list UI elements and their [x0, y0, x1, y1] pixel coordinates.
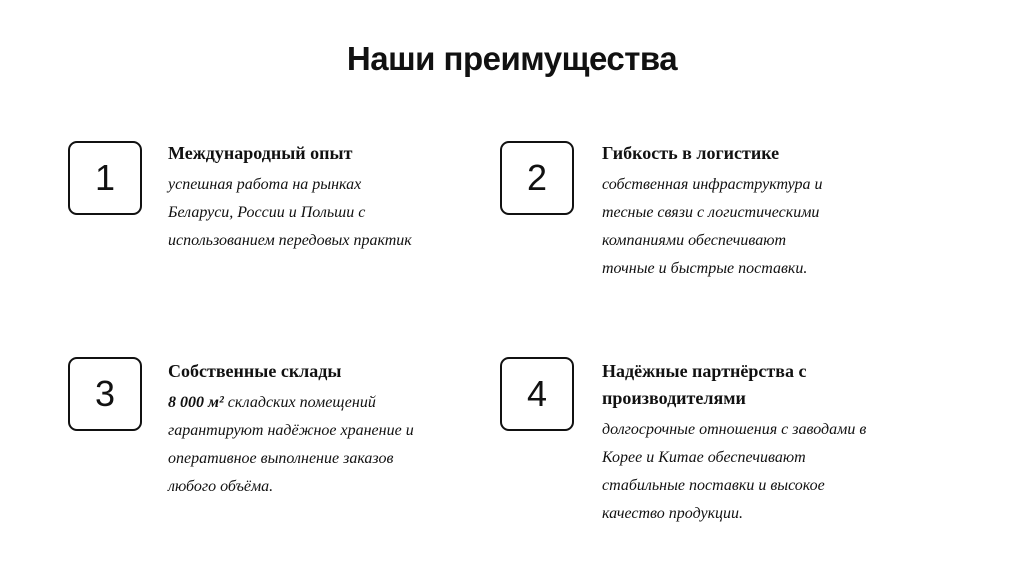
item-4-desc-line: стабильные поставки и высокое — [602, 477, 825, 494]
item-1-title: Международный опыт — [168, 143, 353, 163]
item-3-desc-line: оперативное выполнение заказов — [168, 450, 394, 467]
item-1-desc-line: использованием передовых практик — [168, 232, 412, 249]
number-box-4 — [500, 357, 574, 431]
item-4-description — [602, 416, 942, 528]
number-3: 3 — [94, 373, 116, 414]
item-2-desc-line: собственная инфраструктура и — [602, 176, 823, 193]
number-1: 1 — [94, 157, 116, 198]
number-box-1 — [68, 141, 142, 215]
item-3-desc-line: любого объёма. — [168, 478, 274, 495]
item-1-desc-line: Беларуси, России и Польши с — [168, 204, 366, 221]
advantage-item-3 — [168, 358, 468, 501]
item-2-description — [602, 171, 902, 283]
item-4-title-line: Надёжные партнёрства с — [602, 361, 807, 381]
number-4: 4 — [526, 373, 548, 414]
number-box-3 — [68, 357, 142, 431]
item-3-desc-line: гарантируют надёжное хранение и — [168, 422, 414, 439]
item-3-desc-line: складских помещений — [223, 394, 376, 411]
slide-title: Наши преимущества — [346, 40, 678, 77]
item-1-description — [168, 171, 468, 255]
item-4-desc-line: долгосрочные отношения с заводами в — [602, 421, 867, 438]
item-4-title — [602, 358, 942, 412]
item-4-desc-line: Корее и Китае обеспечивают — [602, 449, 806, 466]
item-3-desc-lead: 8 000 м² — [168, 394, 224, 411]
item-2-desc-line: тесные связи с логистическими — [602, 204, 820, 221]
item-4-desc-line: качество продукции. — [602, 505, 744, 522]
advantage-item-2 — [602, 140, 902, 283]
item-4-title-line: производителями — [602, 388, 746, 408]
item-2-desc-line: точные и быстрые поставки. — [602, 260, 808, 277]
item-2-desc-line: компаниями обеспечивают — [602, 232, 787, 249]
advantage-item-4 — [602, 358, 942, 528]
item-1-desc-line: успешная работа на рынках — [168, 176, 362, 193]
item-2-title: Гибкость в логистике — [602, 143, 780, 163]
number-2: 2 — [526, 157, 548, 198]
number-box-2 — [500, 141, 574, 215]
item-3-description — [168, 389, 468, 501]
advantage-item-1 — [168, 140, 468, 255]
item-3-title: Собственные склады — [168, 361, 342, 381]
